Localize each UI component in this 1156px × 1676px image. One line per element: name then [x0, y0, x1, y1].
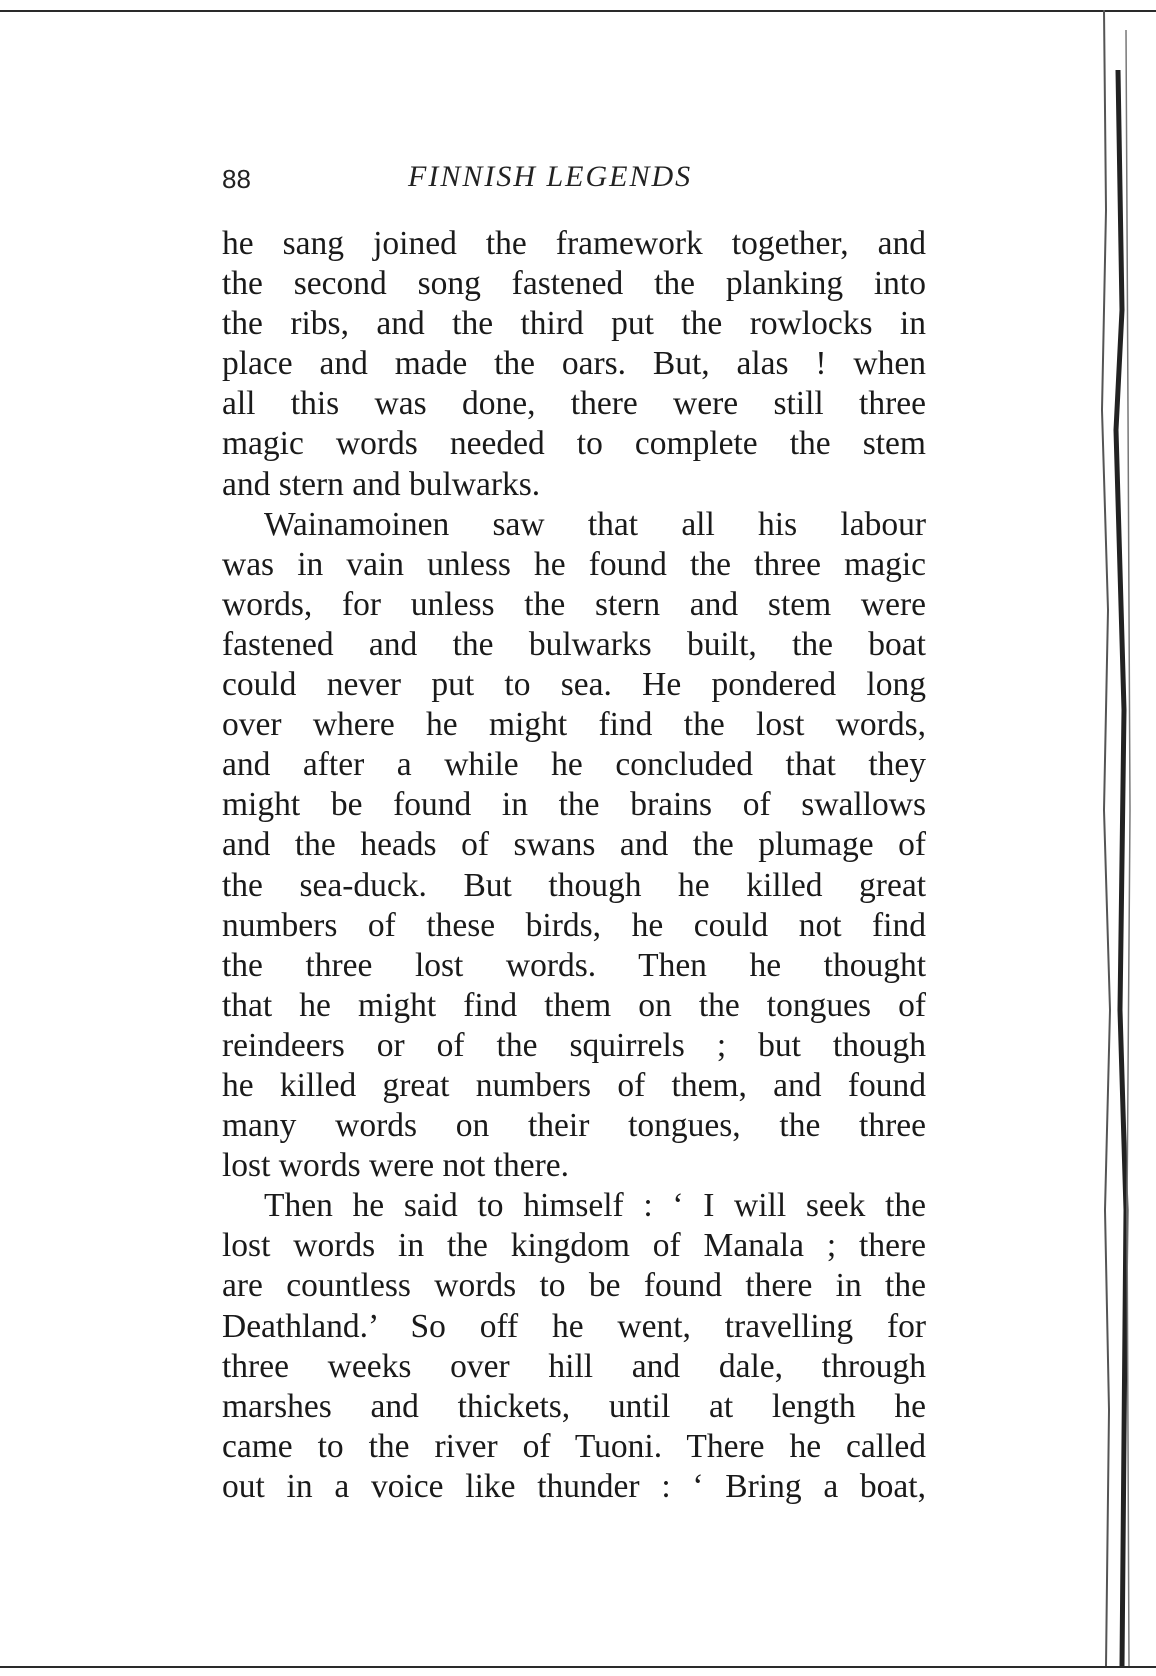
- text-line: he killed great numbers of them, and found: [222, 1066, 926, 1104]
- text-line: numbers of these birds, he could not find: [222, 906, 926, 944]
- text-line: three weeks over hill and dale, through: [222, 1347, 926, 1385]
- text-line: magic words needed to complete the stem: [222, 425, 926, 463]
- text-line: fastened and the bulwarks built, the boat: [222, 625, 926, 663]
- body-text: [222, 224, 926, 1507]
- text-line: Then he said to himself : ‘ I will seek the: [264, 1187, 926, 1225]
- text-line: Wainamoinen saw that all his labour: [264, 505, 926, 543]
- text-line: could never put to sea. He pondered long: [222, 666, 926, 704]
- top-page-edge-rule: [0, 10, 1156, 12]
- text-line: marshes and thickets, until at length he: [222, 1387, 926, 1425]
- text-line: are countless words to be found there in the: [222, 1267, 926, 1305]
- book-binding-edge: [1096, 10, 1136, 1666]
- text-line: out in a voice like thunder : ‘ Bring a boat,: [222, 1467, 926, 1505]
- text-line: the three lost words. Then he thought: [222, 946, 926, 984]
- text-line: might be found in the brains of swallows: [222, 786, 926, 824]
- text-line: the ribs, and the third put the rowlocks in: [222, 305, 926, 343]
- text-line: Deathland.’ So off he went, travelling for: [222, 1307, 926, 1345]
- text-line: the second song fastened the planking into: [222, 265, 926, 303]
- text-line: place and made the oars. But, alas ! when: [222, 345, 926, 383]
- bottom-page-edge-rule: [0, 1666, 1156, 1668]
- paragraph: [222, 505, 926, 1187]
- paragraph: [222, 1186, 926, 1507]
- text-line: and the heads of swans and the plumage of: [222, 826, 926, 864]
- text-line: was in vain unless he found the three magic: [222, 545, 926, 583]
- running-title: FINNISH LEGENDS: [408, 160, 693, 193]
- page-header: [222, 160, 922, 200]
- text-line: all this was done, there were still three: [222, 385, 926, 423]
- text-line: and after a while he concluded that they: [222, 746, 926, 784]
- text-line: came to the river of Tuoni. There he called: [222, 1427, 926, 1465]
- text-line: and stern and bulwarks.: [222, 465, 541, 503]
- text-line: that he might find them on the tongues of: [222, 986, 926, 1024]
- page-number: 88: [222, 164, 251, 194]
- text-line: lost words were not there.: [222, 1147, 570, 1185]
- text-line: words, for unless the stern and stem were: [222, 585, 926, 623]
- text-line: many words on their tongues, the three: [222, 1107, 926, 1145]
- text-line: he sang joined the framework together, and: [222, 225, 926, 262]
- text-line: over where he might find the lost words,: [222, 706, 926, 744]
- paragraph: [222, 224, 926, 505]
- text-line: lost words in the kingdom of Manala ; there: [222, 1227, 926, 1265]
- text-line: reindeers or of the squirrels ; but though: [222, 1026, 926, 1064]
- text-line: the sea-duck. But though he killed great: [222, 866, 926, 904]
